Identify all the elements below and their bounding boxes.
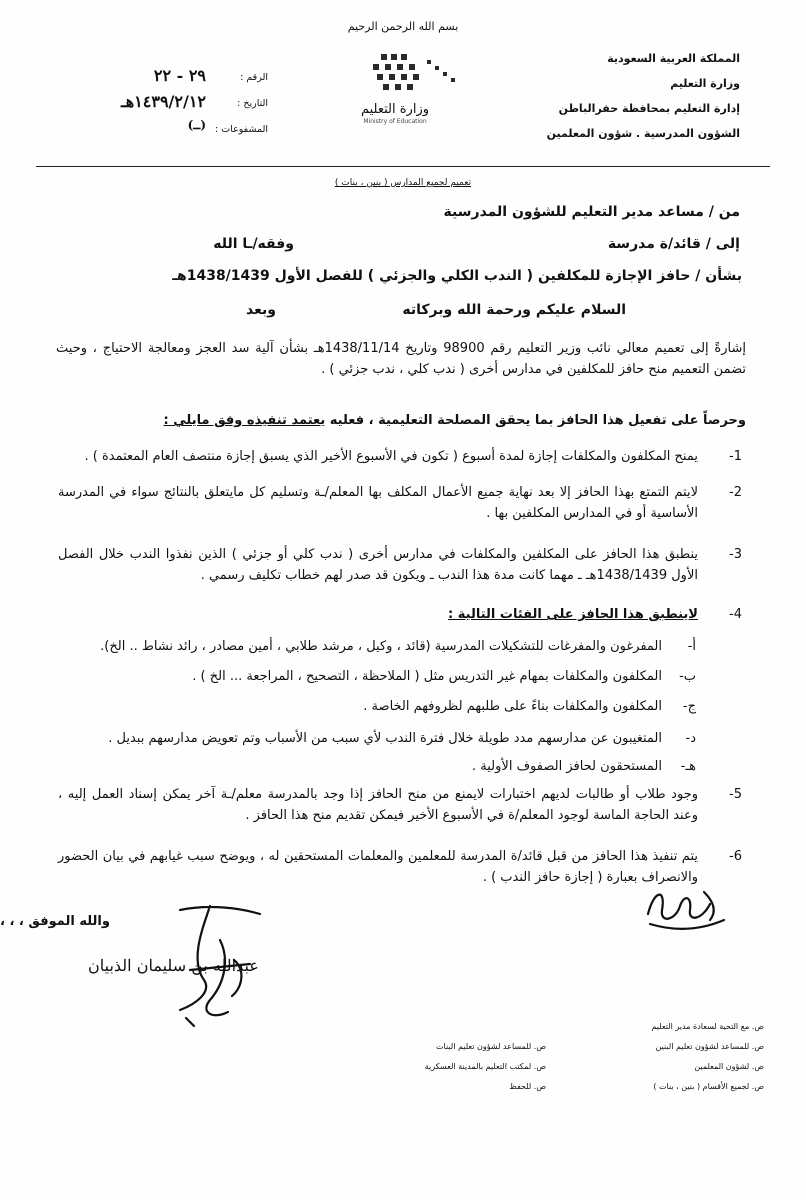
reference-block: [92, 66, 268, 144]
exclusion-d: [56, 728, 696, 750]
item-4: [58, 604, 742, 628]
exclusion-letter: د-: [685, 731, 696, 746]
exclusion-letter: ج-: [682, 699, 696, 714]
reference-attachments-label: المشفوعات :: [215, 124, 268, 135]
copy-line-6: ص. لمكتب التعليم بالمدينة العسكرية: [424, 1062, 546, 1071]
greeting: السلام عليكم ورحمة الله وبركاته: [402, 302, 626, 318]
item-5: [58, 784, 742, 832]
copy-line-4: ص. لجميع الأقسام ( بنين ، بنات ): [653, 1082, 764, 1091]
ministry-logo-dots-icon: [315, 50, 475, 100]
item-text: يمنح المكلفون والمكلفات إجازة لمدة أسبوع ( تكون في الأسبوع الأخير الذي يسبق إجازة منتصف العام المعتمدة ) .: [84, 449, 698, 464]
to-blessing: وفقه/ـا الله: [213, 236, 294, 252]
item-text: لايتم التمتع بهذا الحافز إلا بعد نهاية جميع الأعمال المكلف بها المعلم/ـة وتسليم كل مايتعلق بالنتائج سواء في المدرسة الأساسية أو في المدارس المكلفين بها .: [58, 485, 698, 521]
copy-line-1: ص. مع التحية لسعادة مدير التعليم: [651, 1022, 764, 1031]
item-number: -1: [729, 449, 742, 464]
exclusion-e: [56, 756, 696, 778]
item-number: -4: [729, 607, 742, 622]
ministry-logo-english: Ministry of Education: [363, 118, 427, 125]
exclusion-b: [56, 666, 696, 688]
reference-date-value: ١٤٣٩/٢/١٢هـ: [121, 92, 206, 111]
org-line-directorate: إدارة التعليم بمحافظة حفرالباطن: [558, 102, 740, 115]
item-number: -2: [729, 485, 742, 500]
org-line-country: المملكة العربية السعودية: [607, 52, 740, 65]
item-text: ينطبق هذا الحافز على المكلفين والمكلفات في مدارس أخرى ( ندب كلي أو جزئي ) الذين نفذوا الندب خلال الفصل الأول 1438/1439هـ ـ مهما كانت مدة هذا الندب ـ ويكون قد صدر لهم خطاب تكليف رسمي .: [58, 547, 698, 583]
copy-line-3: ص. لشؤون المعلمين: [694, 1062, 764, 1071]
item-text: يتم تنفيذ هذا الحافز من قبل قائد/ة المدرسة للمعلمين والمعلمات المستحقين له ، ويوضح سبب غيابهم في بيان الحضور والانصراف بعبارة ( إجازة حافز الندب ) .: [58, 849, 698, 885]
directive-lead: وحرصاً على تفعيل هذا الحافز بما يحقق المصلحة التعليمية ، فعليه: [329, 413, 746, 428]
item-number: -5: [729, 787, 742, 802]
handwritten-initials-icon: [640, 880, 730, 940]
item-text: وجود طلاب أو طالبات لديهم اختبارات لايمنع من منح الحافز إذا وجد بالمدرسة معلم/ـة آخر يمكن إسناد العمل إليه ، وعند الحاجة الماسة لوجود المعلم/ة في الأسبوع الأخير فيمكن تقديم منح هذا الحافز .: [58, 787, 698, 823]
exclusion-c: [56, 696, 696, 718]
subject-line: بشأن / حافز الإجازة للمكلفين ( الندب الكلي والجزئي ) للفصل الأول 1438/1439هـ: [172, 268, 742, 284]
copy-line-2: ص. للمساعد لشؤون تعليم البنين: [655, 1042, 764, 1051]
item-number: -3: [729, 547, 742, 562]
copy-line-7: ص. للحفظ: [509, 1082, 546, 1091]
to-line: إلى / قائد/ة مدرسة: [607, 236, 740, 252]
reference-number-row: [92, 66, 268, 92]
ministry-logo-name: وزارة التعليم: [360, 102, 430, 117]
exclusion-text: المكلفون والمكلفات بناءً على طلبهم لظروفهم الخاصة .: [363, 699, 662, 714]
circular-title-text: تعميم لجميع المدارس ( بنين ، بنات ): [334, 178, 472, 188]
header-divider: [36, 166, 770, 167]
exclusion-a: [56, 636, 696, 658]
reference-date-label: التاريخ :: [237, 98, 268, 109]
organization-header: [510, 46, 740, 146]
reference-number-label: الرقم :: [240, 72, 268, 83]
exclusion-text: المفرغون والمفرغات للتشكيلات المدرسية (قائد ، وكيل ، مرشد طلابي ، أمين مصادر ، رائد نشاط .. الخ).: [100, 639, 662, 654]
ministry-logo: [315, 50, 475, 130]
directive-paragraph: [56, 410, 746, 431]
signatory-name: عبدالله بن سليمان الذبيان: [88, 956, 259, 975]
org-line-department: الشؤون المدرسية . شؤون المعلمين: [546, 127, 740, 140]
basmala: بسم الله الرحمن الرحيم: [347, 20, 459, 33]
intro-paragraph: إشارةً إلى تعميم معالي نائب وزير التعليم رقم 98900 وتاريخ 1438/11/14هـ بشأن آلية سد العجز ومعالجة الاحتياج ، وحيث تضمن التعميم منح حافز للمكلفين في مدارس أخرى ( ندب كلي ، ندب جزئي ) .: [56, 341, 746, 377]
from-line: من / مساعد مدير التعليم للشؤون المدرسية: [443, 204, 740, 220]
item-number: -6: [729, 849, 742, 864]
circular-title: [0, 178, 806, 188]
exclusion-letter: هـ-: [680, 759, 696, 774]
item-2: [58, 482, 742, 530]
closing-line: والله الموفق ، ، ،: [0, 914, 110, 929]
exclusion-text: المستحقون لحافز الصفوف الأولية .: [472, 759, 662, 774]
exclusion-letter: أ-: [687, 639, 696, 654]
copy-line-5: ص. للمساعد لشؤون تعليم البنات: [435, 1042, 546, 1051]
reference-number-value: ٢٩ - ٢٢: [153, 66, 206, 85]
reference-attachments-row: [92, 118, 268, 144]
exclusion-text: المتغيبون عن مدارسهم مدد طويلة خلال فترة الندب لأي سبب من الأسباب وتم تعويض مدارسهم ببديل .: [108, 731, 662, 746]
reference-date-row: [92, 92, 268, 118]
exclusion-text: المكلفون والمكلفات بمهام غير التدريس مثل ( الملاحظة ، التصحيح ، المراجعة ... الخ ) .: [192, 669, 662, 684]
exclusion-letter: ب-: [679, 669, 696, 684]
item-1: [58, 446, 742, 470]
org-line-ministry: وزارة التعليم: [670, 77, 740, 90]
reference-attachments-value: (ــ): [187, 118, 206, 132]
greeting-after: وبعد: [246, 302, 276, 318]
item-text: لاينطبق هذا الحافز على الفئات التالية :: [448, 607, 698, 622]
directive-emphasis: يعتمد تنفيذه وفق مايلي :: [163, 413, 326, 428]
item-3: [58, 544, 742, 592]
